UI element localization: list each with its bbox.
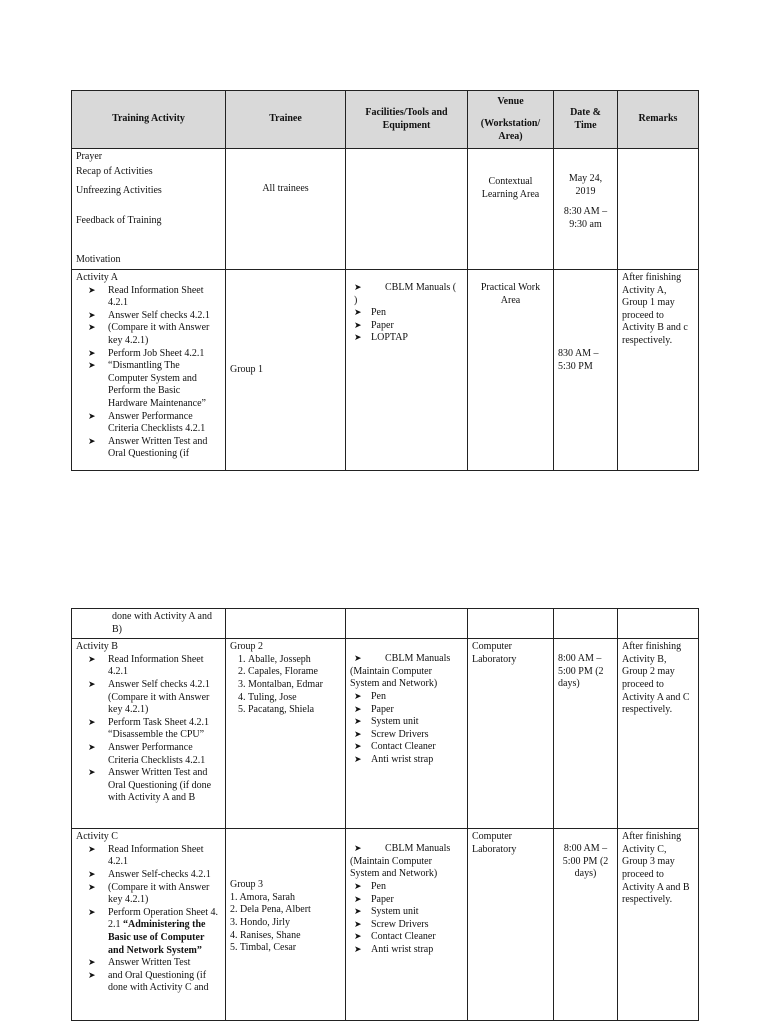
activity-c-tools-cell (346, 829, 468, 1021)
header-venue-label: Venue (497, 95, 524, 107)
list-item: ➤ Answer Self-checks 4.2.1 (88, 869, 221, 882)
training-plan-table-1 (71, 90, 699, 471)
activity-a-tools-rest (350, 307, 463, 345)
list-item: ➤ Pen (354, 691, 463, 704)
opening-activities-cell (72, 149, 226, 270)
activity-c-title: Activity C (76, 831, 118, 843)
activity-a-steps (76, 285, 221, 461)
operation-sheet-title: “Administering the Basic use of Computer and Network System” (108, 919, 206, 956)
time-text: 8:30 AM – 9:30 am (563, 206, 608, 230)
list-item: ➤ CBLM Manuals (354, 843, 463, 856)
activity-motivation: Motivation (76, 254, 121, 266)
list-item: 4. Tuling, Jose (248, 692, 341, 705)
tools-cont: ) (354, 294, 358, 306)
list-item: ➤ LOPTAP (354, 332, 463, 345)
list-item: ➤ (Compare it with Answer key 4.2.1) (88, 322, 221, 347)
group-2-members (230, 654, 341, 717)
venue-computer-lab: Computer Laboratory (472, 831, 517, 855)
list-item: 3. Montalban, Edmar (248, 679, 341, 692)
date-time-cell (554, 149, 618, 270)
activity-b-tools-cell (346, 639, 468, 829)
list-item: ➤ Answer Written Test and Oral Questioning (if done with Activity A and B (88, 767, 221, 805)
activity-a-venue-cell (468, 269, 554, 470)
activity-c-venue-cell (468, 829, 554, 1021)
activity-b-remarks-cell (618, 639, 699, 829)
list-item: ➤ Answer Written Test (88, 957, 221, 970)
header-training-activity: Training Activity (72, 91, 226, 149)
activity-prayer: Prayer (76, 151, 103, 162)
activity-c-tools (350, 843, 463, 856)
list-item: ➤ Perform Operation Sheet 4. 2.1 “Administering the Basic use of Computer and Network System” (88, 907, 221, 957)
list-item: ➤ CBLM Manuals (354, 653, 463, 666)
list-item: 3. Hondo, Jirly (230, 916, 290, 928)
list-item: 2. Capales, Florame (248, 666, 341, 679)
list-item: ➤ System unit (354, 906, 463, 919)
list-item: ➤ Answer Performance Criteria Checklists 4.2.1 (88, 742, 221, 767)
list-item: ➤ Read Information Sheet 4.2.1 (88, 285, 221, 310)
venue-computer-lab: Computer Laboratory (472, 641, 517, 665)
venue-cell (468, 149, 554, 270)
time-text: 830 AM – 5:30 PM (558, 347, 599, 372)
empty-cell (468, 609, 554, 639)
list-item: 1. Amora, Sarah (230, 891, 295, 903)
training-plan-table-2 (71, 608, 699, 1021)
list-item: ➤ Answer Self checks 4.2.1 (88, 310, 221, 323)
activity-b-time-cell (554, 639, 618, 829)
empty-cell (226, 609, 346, 639)
list-item: ➤ and Oral Questioning (if done with Activity C and (88, 970, 221, 995)
empty-cell (346, 609, 468, 639)
list-item: ➤ (Compare it with Answer key 4.2.1) (88, 882, 221, 907)
activity-b-steps (76, 654, 221, 805)
activity-c-remarks-cell (618, 829, 699, 1021)
list-item: ➤ Answer Performance Criteria Checklists 4.2.1 (88, 411, 221, 436)
list-item: 5. Pacatang, Shiela (248, 704, 341, 717)
activity-b-title: Activity B (76, 641, 118, 653)
list-item: ➤ Answer Written Test and Oral Questioning (if (88, 436, 221, 461)
tools-cont: (Maintain Computer System and Network) (350, 665, 438, 690)
header-trainee: Trainee (226, 91, 346, 149)
list-item: ➤ Read Information Sheet 4.2.1 (88, 654, 221, 679)
date-text: May 24, 2019 (568, 173, 603, 197)
activity-c-time-cell (554, 829, 618, 1021)
list-item: ➤ Anti wrist strap (354, 754, 463, 767)
header-facilities: Facilities/Tools and Equipment (346, 91, 468, 149)
group-1-label: Group 1 (230, 363, 264, 375)
activity-a-cell (72, 269, 226, 470)
activity-a-remarks-cell (618, 269, 699, 470)
continuation-cell (72, 609, 226, 639)
activity-c-tools-rest (350, 881, 463, 957)
group-2-cell (226, 639, 346, 829)
activity-b-cell (72, 639, 226, 829)
activity-b-venue-cell (468, 639, 554, 829)
remarks-text: After finishing Activity A, Group 1 may proceed to Activity B and c respectively. (622, 271, 688, 346)
list-item: ➤ “Dismantling The Computer System and Perform the Basic Hardware Maintenance” (88, 360, 221, 410)
activity-c-steps (76, 844, 221, 995)
list-item: ➤ Paper (354, 704, 463, 717)
list-item: 5. Timbal, Cesar (230, 942, 297, 954)
trainee-cell (226, 149, 346, 270)
continuation-text: done with Activity A and B) (112, 611, 212, 635)
facilities-cell (346, 149, 468, 270)
venue-contextual: Contextual Learning Area (481, 176, 540, 200)
activity-a-title: Activity A (76, 271, 118, 283)
activity-feedback: Feedback of Training (76, 214, 162, 226)
remarks-text: After finishing Activity B, Group 2 may proceed to Activity A and C respectively. (622, 641, 690, 716)
list-item: 4. Ranises, Shane (230, 929, 301, 941)
list-item: ➤ Screw Drivers (354, 919, 463, 932)
list-item: ➤ Read Information Sheet 4.2.1 (88, 844, 221, 869)
list-item: ➤ Perform Job Sheet 4.2.1 (88, 348, 221, 361)
venue-practical: Practical Work Area (480, 281, 541, 306)
activity-a-tools (350, 282, 463, 295)
list-item: ➤ Contact Cleaner (354, 931, 463, 944)
all-trainees: All trainees (262, 183, 309, 194)
activity-c-cell (72, 829, 226, 1021)
group-1-cell (226, 269, 346, 470)
activity-b-tools-rest (350, 691, 463, 767)
header-remarks: Remarks (618, 91, 699, 149)
list-item: ➤ Paper (354, 894, 463, 907)
group-2-label: Group 2 (230, 641, 264, 653)
time-text: 8:00 AM – 5:00 PM (2 days) (562, 843, 609, 880)
header-date-time: Date & Time (554, 91, 618, 149)
activity-recap: Recap of Activities (76, 165, 153, 177)
activity-a-tools-cell (346, 269, 468, 470)
list-item: ➤ Screw Drivers (354, 729, 463, 742)
list-item: ➤ CBLM Manuals ( (354, 282, 463, 295)
header-venue-sub: (Workstation/ Area) (480, 118, 541, 142)
activity-a-time-cell (554, 269, 618, 470)
list-item: ➤ Pen (354, 307, 463, 320)
group-3-label: Group 3 (230, 879, 264, 891)
list-item: ➤ Answer Self checks 4.2.1 (Compare it with Answer key 4.2.1) (88, 679, 221, 717)
empty-cell (554, 609, 618, 639)
group-3-cell (226, 829, 346, 1021)
list-item: 2. Dela Pena, Albert (230, 904, 311, 916)
remarks-text: After finishing Activity C, Group 3 may proceed to Activity A and B respectively. (622, 831, 690, 906)
list-item: ➤ Paper (354, 320, 463, 333)
list-item: ➤ Contact Cleaner (354, 741, 463, 754)
list-item: ➤ Perform Task Sheet 4.2.1 “Disassemble the CPU” (88, 717, 221, 742)
list-item: ➤ Pen (354, 881, 463, 894)
activity-unfreezing: Unfreezing Activities (76, 185, 162, 197)
list-item: ➤ Anti wrist strap (354, 944, 463, 957)
header-venue (468, 91, 554, 149)
list-item: 1. Aballe, Josseph (248, 654, 341, 667)
activity-b-tools (350, 653, 463, 666)
list-item: ➤ System unit (354, 716, 463, 729)
remarks-cell (618, 149, 699, 270)
empty-cell (618, 609, 699, 639)
tools-cont: (Maintain Computer System and Network) (350, 855, 438, 880)
time-text: 8:00 AM – 5:00 PM (2 days) (558, 653, 604, 690)
